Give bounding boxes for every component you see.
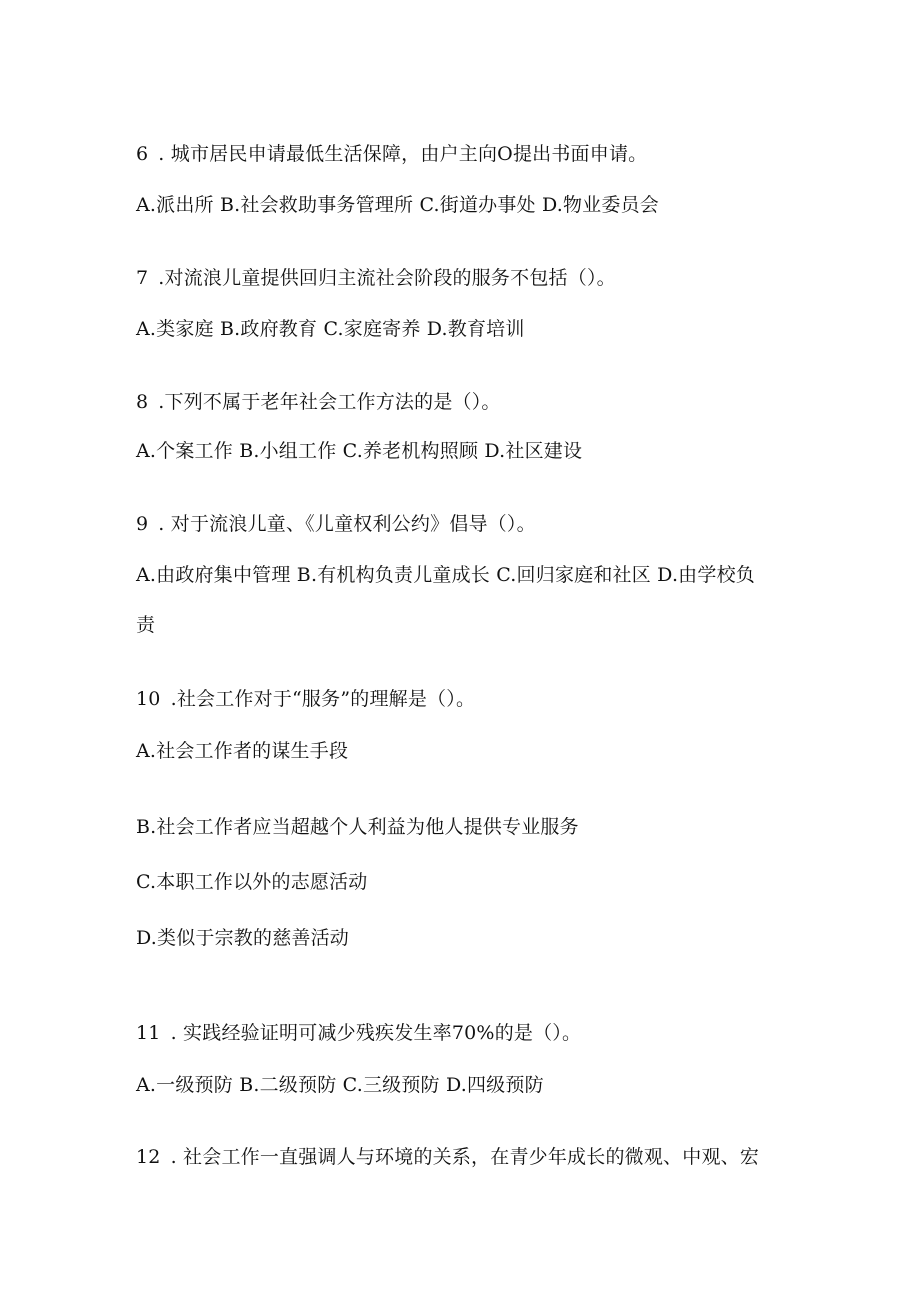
question-12-stem — [136, 1144, 759, 1170]
question-number: 7 — [136, 267, 149, 289]
question-8-options: A.个案工作 B.小组工作 C.养老机构照顾 D.社区建设 — [136, 440, 583, 462]
question-7-options: A.类家庭 B.政府教育 C.家庭寄养 D.教育培训 — [136, 318, 525, 340]
question-6-stem — [136, 141, 647, 167]
question-10-stem — [136, 686, 475, 712]
question-number: 8 — [136, 391, 149, 413]
question-8-stem — [136, 389, 501, 415]
question-11-stem — [136, 1020, 581, 1046]
question-10-option-a: A.社会工作者的谋生手段 — [136, 740, 349, 762]
question-11-options: A.一级预防 B.二级预防 C.三级预防 D.四级预防 — [136, 1074, 544, 1096]
question-9-options-line-2: 责 — [136, 614, 156, 636]
question-number: 6 — [136, 143, 149, 165]
question-text: . 对于流浪儿童、《儿童权利公约》倡导（）。 — [158, 513, 536, 535]
question-text: . 社会工作一直强调人与环境的关系，在青少年成长的微观、中观、宏 — [170, 1146, 760, 1168]
question-text: .下列不属于老年社会工作方法的是（）。 — [158, 391, 501, 413]
question-10-option-b: B.社会工作者应当超越个人利益为他人提供专业服务 — [136, 816, 579, 838]
question-10-option-d: D.类似于宗教的慈善活动 — [136, 927, 349, 949]
question-number: 10 — [136, 688, 161, 710]
question-text: . 城市居民申请最低生活保障，由户主向O提出书面申请。 — [158, 143, 648, 165]
question-9-stem — [136, 511, 536, 537]
question-9-options-line-1: A.由政府集中管理 B.有机构负责儿童成长 C.回归家庭和社区 D.由学校负 — [136, 564, 755, 586]
question-number: 11 — [136, 1022, 161, 1044]
question-6-options: A.派出所 B.社会救助事务管理所 C.街道办事处 D.物业委员会 — [136, 194, 659, 216]
question-10-option-c: C.本职工作以外的志愿活动 — [136, 871, 368, 893]
question-text: .社会工作对于“服务”的理解是（）。 — [170, 688, 476, 710]
question-text: . 实践经验证明可减少残疾发生率70%的是（）。 — [170, 1022, 582, 1044]
question-number: 9 — [136, 513, 149, 535]
question-7-stem — [136, 265, 616, 291]
question-text: .对流浪儿童提供回归主流社会阶段的服务不包括（）。 — [158, 267, 616, 289]
question-number: 12 — [136, 1146, 161, 1168]
